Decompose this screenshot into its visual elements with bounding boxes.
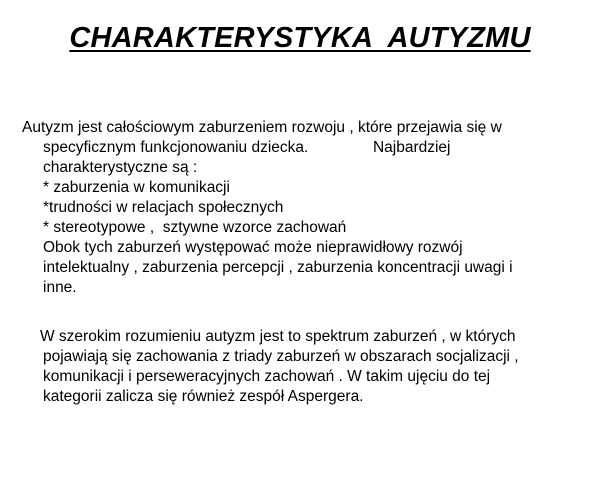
- text-line: kategorii zalicza się również zespół Aspergera.: [43, 388, 364, 405]
- paragraph-autism-characteristics: [22, 118, 582, 298]
- text-line: charakterystyczne są :: [43, 159, 198, 176]
- slide-title: [0, 20, 600, 56]
- list-item-social-relations: *trudności w relacjach społecznych: [43, 199, 284, 216]
- paragraph-autism-spectrum: [22, 327, 582, 407]
- text-line: Autyzm jest całościowym zaburzeniem rozwoju , które przejawia się w: [22, 119, 502, 136]
- text-line: specyficznym funkcjonowaniu dziecka. Najbardziej: [43, 139, 451, 156]
- text-line: pojawiają się zachowania z triady zaburzeń w obszarach socjalizacji ,: [43, 348, 519, 365]
- list-item-stereotyped-behaviors: * stereotypowe , sztywne wzorce zachowań: [43, 219, 347, 236]
- text-line: W szerokim rozumieniu autyzm jest to spektrum zaburzeń , w których: [40, 328, 516, 345]
- text-line: inne.: [43, 279, 77, 296]
- text-line: intelektualny , zaburzenia percepcji , zaburzenia koncentracji uwagi i: [43, 259, 513, 276]
- list-item-communication: * zaburzenia w komunikacji: [43, 179, 230, 196]
- text-line: Obok tych zaburzeń występować może nieprawidłowy rozwój: [43, 239, 463, 256]
- slide-title-text: CHARAKTERYSTYKA AUTYZMU: [69, 22, 531, 54]
- text-line: komunikacji i perseweracyjnych zachowań . W takim ujęciu do tej: [43, 368, 491, 385]
